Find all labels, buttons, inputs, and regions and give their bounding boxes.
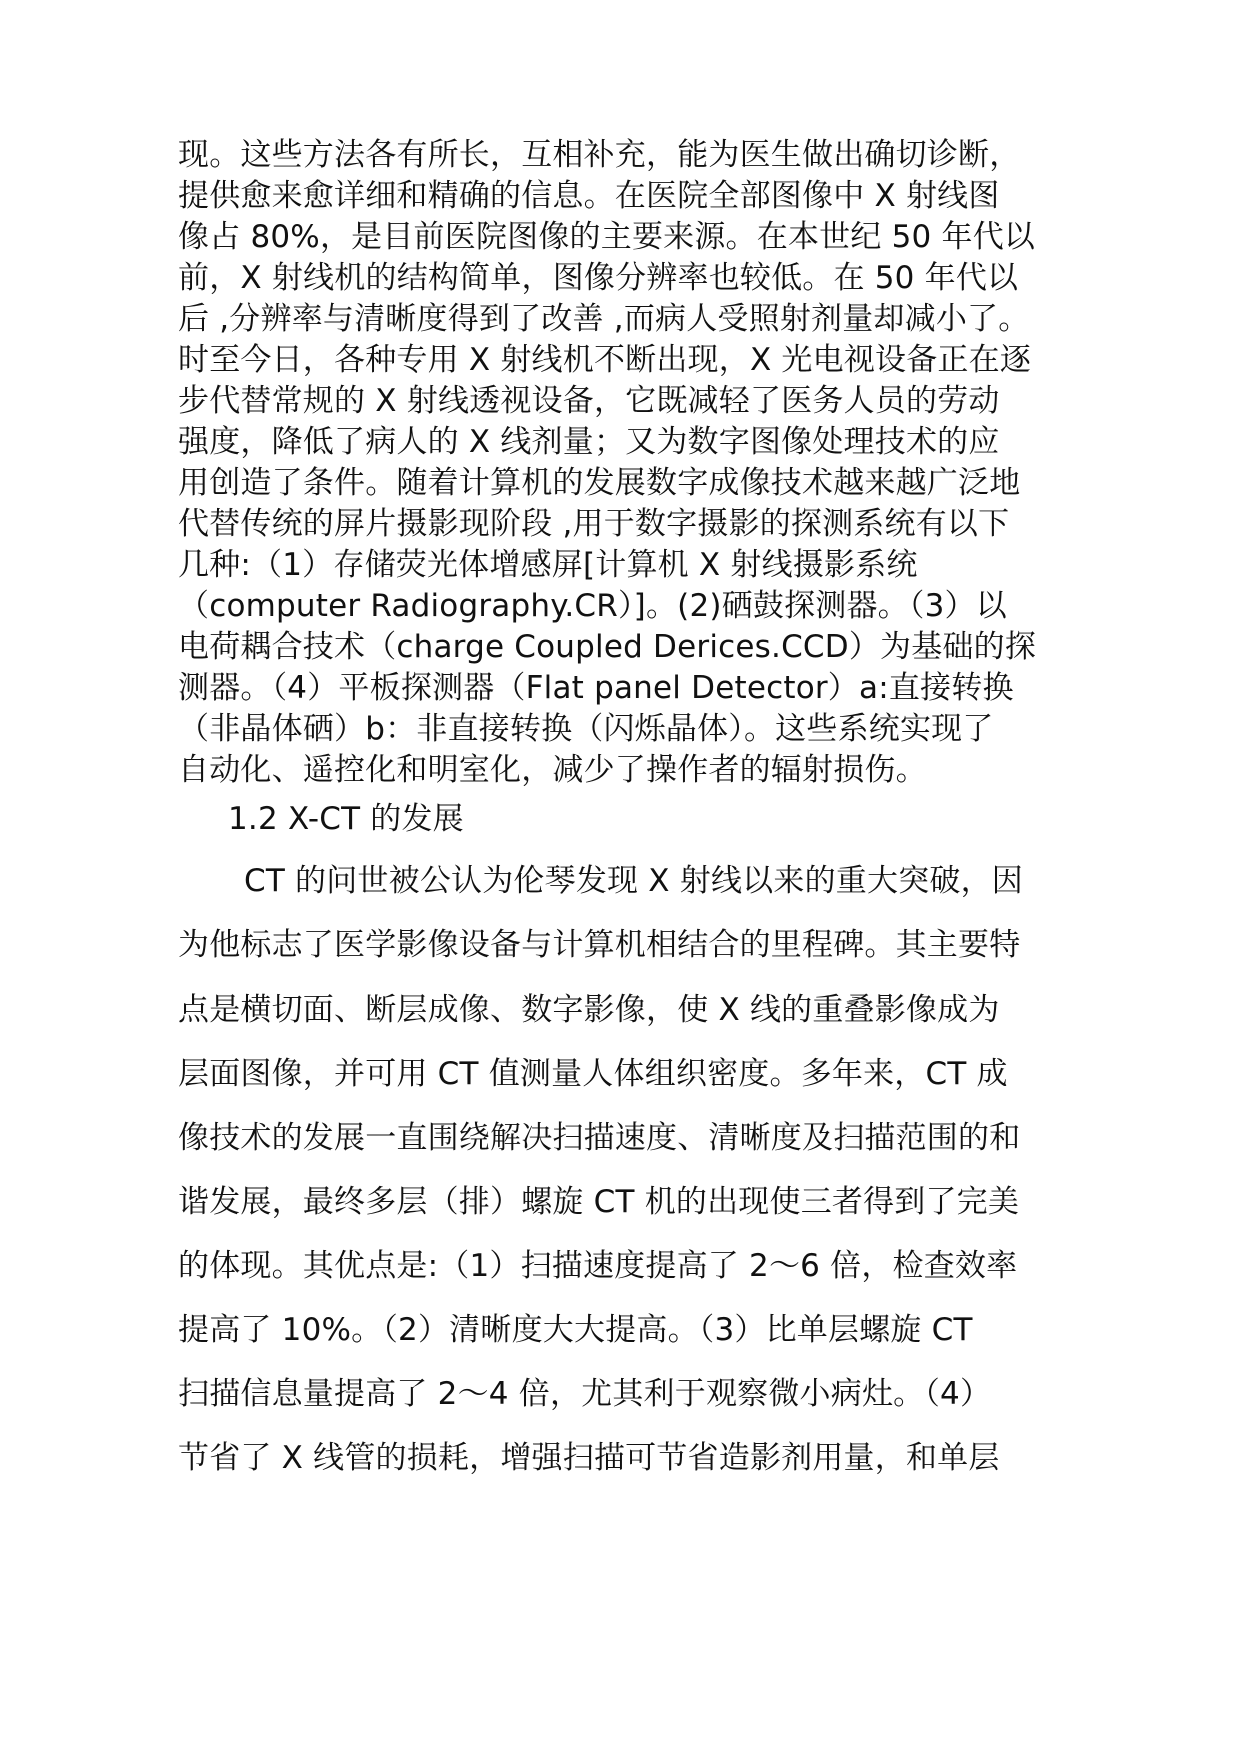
paragraph-line: 的体现。其优点是:（1）扫描速度提高了 2～6 倍，检查效率 — [178, 1248, 1018, 1284]
paragraph-line: 提供愈来愈详细和精确的信息。在医院全部图像中 X 射线图 — [178, 178, 1000, 214]
paragraph-line: （computer Radiography.CR）]。(2)硒鼓探测器。（3）以 — [178, 588, 1007, 624]
paragraph-line: （非晶体硒）b：非直接转换（闪烁晶体）。这些系统实现了 — [178, 711, 994, 747]
paragraph-line: 提高了 10%。（2）清晰度大大提高。（3）比单层螺旋 CT — [178, 1312, 973, 1348]
paragraph-line: 层面图像，并可用 CT 值测量人体组织密度。多年来，CT 成 — [178, 1056, 1008, 1092]
paragraph-line: 电荷耦合技术（charge Coupled Derices.CCD）为基础的探 — [178, 629, 1037, 665]
paragraph-line: 自动化、遥控化和明室化，减少了操作者的辐射损伤。 — [178, 752, 927, 788]
paragraph-line: 点是横切面、断层成像、数字影像，使 X 线的重叠影像成为 — [178, 992, 1000, 1028]
paragraph-line: 像占 80%，是目前医院图像的主要来源。在本世纪 50 年代以 — [178, 219, 1036, 255]
paragraph-line: 扫描信息量提高了 2～4 倍，尤其利于观察微小病灶。（4） — [178, 1376, 992, 1412]
paragraph-line: 后 ,分辨率与清晰度得到了改善 ,而病人受照射剂量却减小了。 — [178, 301, 1030, 337]
paragraph-line: 几种:（1）存储荧光体增感屏[计算机 X 射线摄影系统 — [178, 547, 918, 583]
paragraph-line: 强度，降低了病人的 X 线剂量；又为数字图像处理技术的应 — [178, 424, 1000, 460]
paragraph-line: 节省了 X 线管的损耗，增强扫描可节省造影剂用量，和单层 — [178, 1440, 1000, 1476]
paragraph-line: 代替传统的屏片摄影现阶段 ,用于数字摄影的探测系统有以下 — [178, 506, 1010, 542]
paragraph-line: 用创造了条件。随着计算机的发展数字成像技术越来越广泛地 — [178, 465, 1021, 501]
paragraph-line: 像技术的发展一直围绕解决扫描速度、清晰度及扫描范围的和 — [178, 1120, 1021, 1156]
section-heading: 1.2 X-CT 的发展 — [228, 801, 464, 837]
paragraph-line: 前，X 射线机的结构简单，图像分辨率也较低。在 50 年代以 — [178, 260, 1019, 296]
paragraph-line: 现。这些方法各有所长，互相补充，能为医生做出确切诊断， — [178, 137, 1021, 173]
paragraph-line: 为他标志了医学影像设备与计算机相结合的里程碑。其主要特 — [178, 927, 1021, 963]
paragraph-line: CT 的问世被公认为伦琴发现 X 射线以来的重大突破，因 — [244, 863, 1023, 899]
paragraph-line: 时至今日，各种专用 X 射线机不断出现，X 光电视设备正在逐 — [178, 342, 1032, 378]
paragraph-line: 步代替常规的 X 射线透视设备，它既减轻了医务人员的劳动 — [178, 383, 1000, 419]
paragraph-line: 谐发展，最终多层（排）螺旋 CT 机的出现使三者得到了完美 — [178, 1184, 1020, 1220]
paragraph-line: 测器。（4）平板探测器（Flat panel Detector）a:直接转换 — [178, 670, 1014, 706]
